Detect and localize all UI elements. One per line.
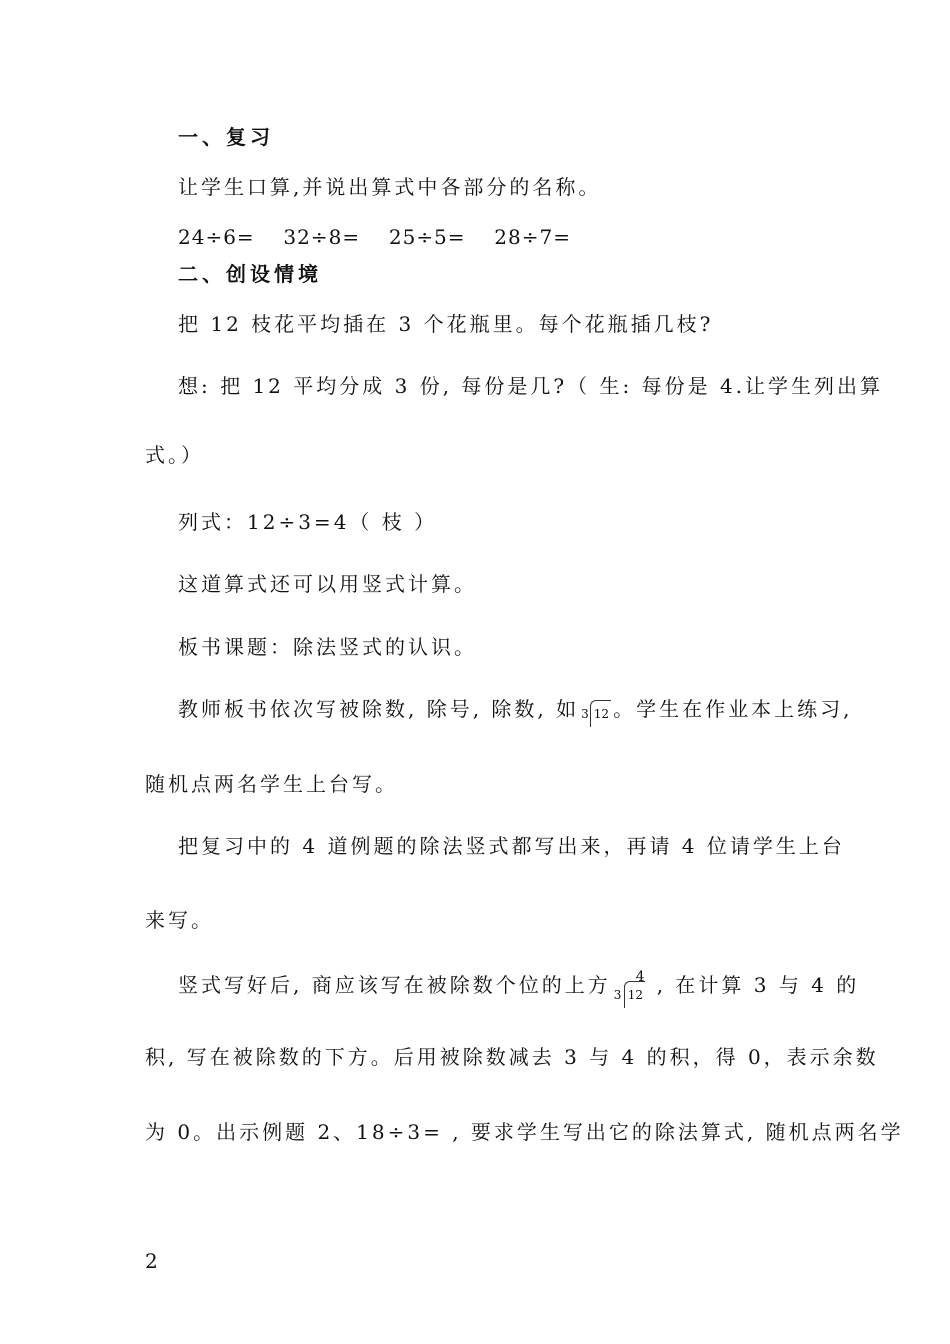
paragraph-7a: 把复习中的 4 道例题的除法竖式都写出来，再请 4 位请学生上台 <box>178 834 845 858</box>
paragraph-6a-post: 。学生在作业本上练习, <box>613 697 853 721</box>
paragraph-8a <box>178 968 859 1000</box>
paragraph-5: 板书课题：除法竖式的认识。 <box>178 635 477 659</box>
review-equations <box>178 224 571 250</box>
paragraph-1: 把 12 枝花平均插在 3 个花瓶里。每个花瓶插几枝? <box>178 312 714 336</box>
divisor: 3 <box>613 988 622 1002</box>
equation-4: 28÷7= <box>494 225 571 249</box>
long-division-with-quotient <box>614 968 654 1000</box>
review-instruction: 让学生口算,并说出算式中各部分的名称。 <box>178 175 602 199</box>
paragraph-8a-post: , 在计算 3 与 4 的 <box>656 973 860 997</box>
dividend: 12 <box>624 981 645 1008</box>
equation-3: 25÷5= <box>388 225 466 249</box>
paragraph-8a-pre: 竖式写好后, 商应该写在被除数个位的上方 <box>178 973 611 997</box>
paragraph-8b: 积, 写在被除数的下方。后用被除数减去 3 与 4 的积，得 0，表示余数 <box>145 1045 879 1069</box>
paragraph-8c: 为 0。出示例题 2、18÷3= , 要求学生写出它的除法算式, 随机点两名学 <box>145 1120 904 1144</box>
review-heading: 一、复习 <box>178 125 274 149</box>
page-number: 2 <box>145 1249 158 1273</box>
long-division-dividend: 12 <box>590 700 611 727</box>
quotient: 4 <box>635 969 645 985</box>
paragraph-6a-pre: 教师板书依次写被除数, 除号, 除数, 如 <box>178 697 580 721</box>
paragraph-2b: 式。） <box>145 443 204 467</box>
paragraph-7b: 来写。 <box>145 908 214 932</box>
paragraph-6a <box>178 696 852 727</box>
equation-1: 24÷6= <box>178 225 255 249</box>
paragraph-6b: 随机点两名学生上台写。 <box>145 772 398 796</box>
paragraph-4: 这道算式还可以用竖式计算。 <box>178 572 477 596</box>
long-division-divisor: 3 <box>581 707 589 721</box>
paragraph-3: 列式：12÷3=4（ 枝 ） <box>178 510 438 534</box>
paragraph-2a: 想: 把 12 平均分成 3 份, 每份是几?（ 生: 每份是 4.让学生列出算 <box>178 374 884 398</box>
equation-2: 32÷8= <box>283 225 361 249</box>
situation-heading: 二、创设情境 <box>178 262 322 286</box>
long-division-example <box>581 700 611 727</box>
